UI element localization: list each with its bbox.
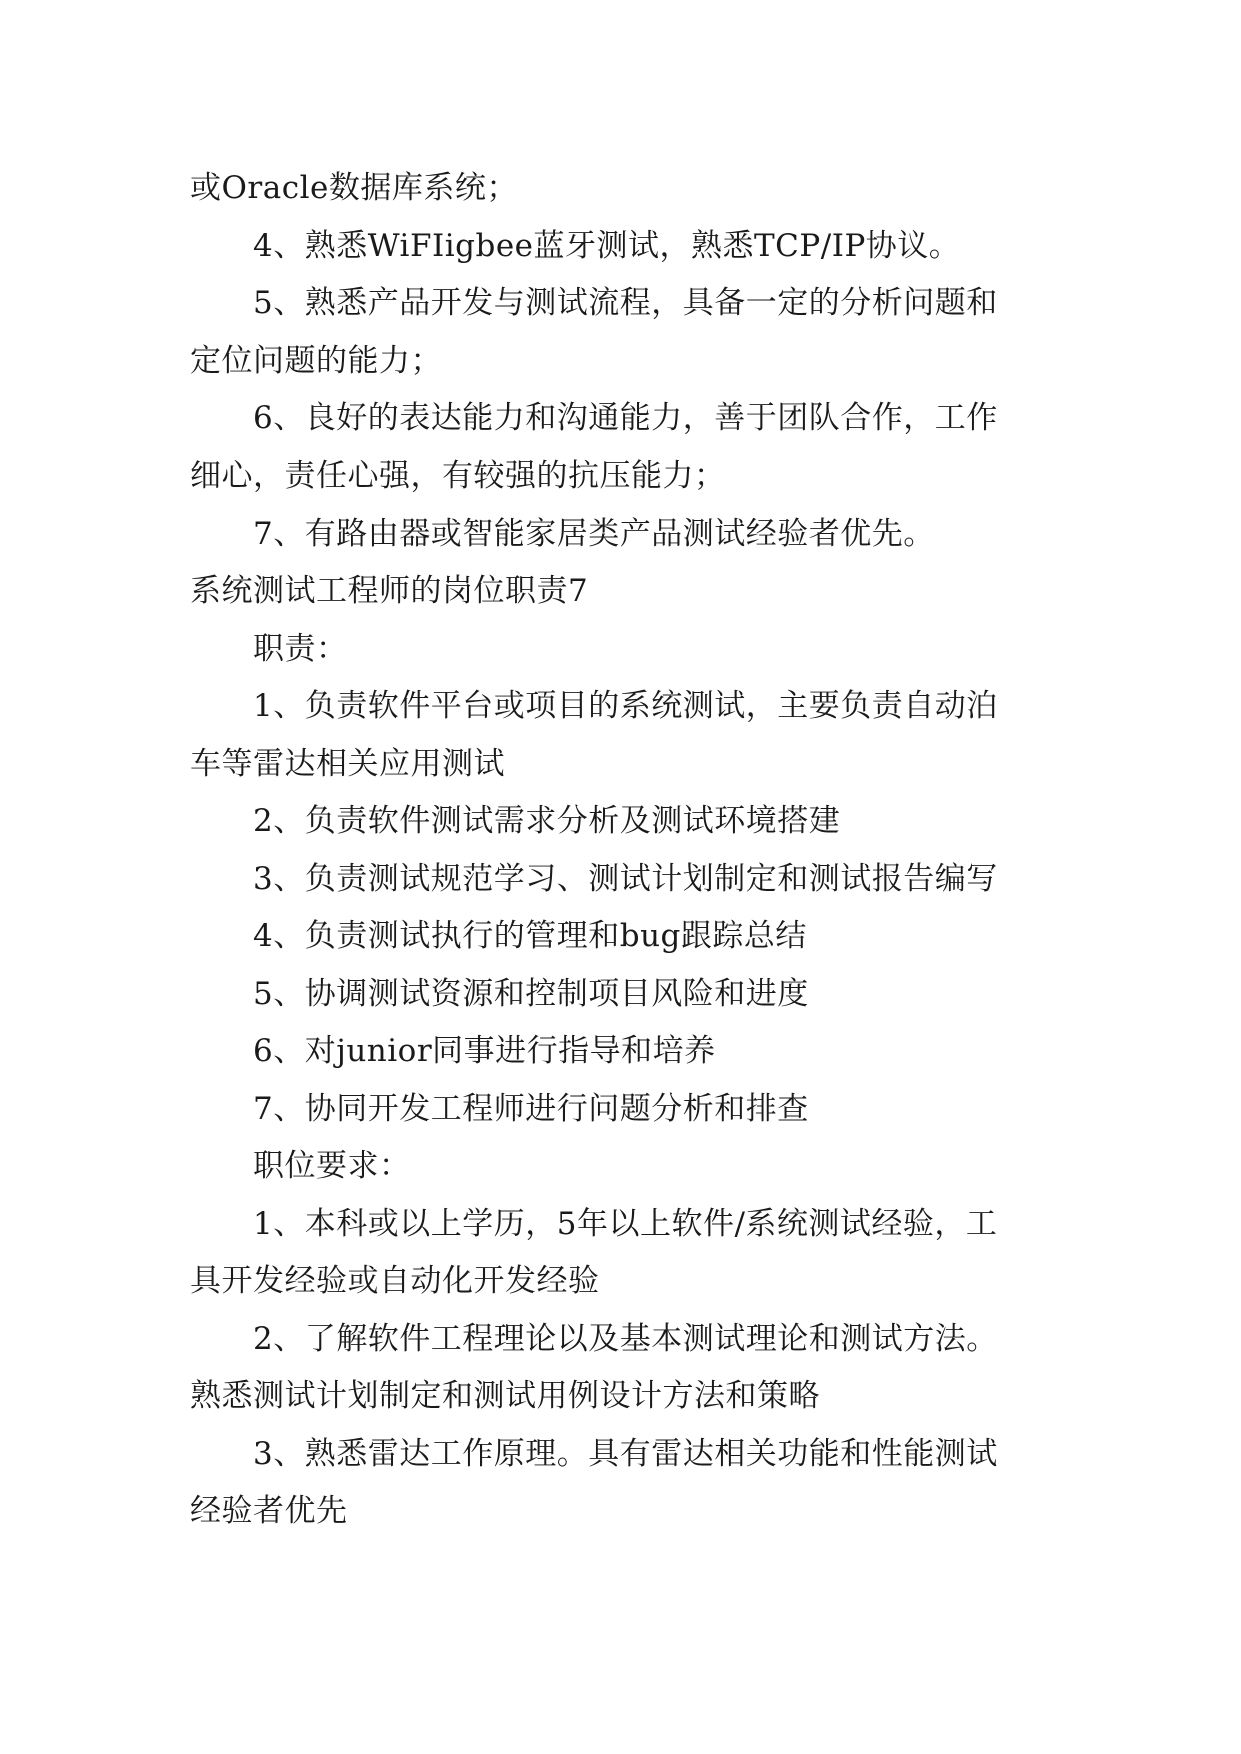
text-line: 3、熟悉雷达工作原理。具有雷达相关功能和性能测试 — [253, 1436, 998, 1472]
text-line: 或Oracle数据库系统； — [190, 170, 518, 206]
text-line: 4、熟悉WiFIigbee蓝牙测试，熟悉TCP/IP协议。 — [253, 228, 961, 264]
text-line: 经验者优先 — [190, 1493, 348, 1529]
text-line: 5、熟悉产品开发与测试流程，具备一定的分析问题和 — [253, 285, 998, 321]
text-line: 职责： — [253, 631, 348, 667]
text-line: 具开发经验或自动化开发经验 — [190, 1263, 600, 1299]
text-line: 4、负责测试执行的管理和bug跟踪总结 — [253, 918, 807, 954]
text-line: 职位要求： — [253, 1148, 411, 1184]
text-line: 5、协调测试资源和控制项目风险和进度 — [253, 976, 809, 1012]
text-line: 3、负责测试规范学习、测试计划制定和测试报告编写 — [253, 861, 998, 897]
text-line: 细心，责任心强，有较强的抗压能力； — [190, 458, 726, 494]
text-line: 6、良好的表达能力和沟通能力，善于团队合作，工作 — [253, 400, 998, 436]
text-line: 6、对junior同事进行指导和培养 — [253, 1033, 716, 1069]
text-line: 7、有路由器或智能家居类产品测试经验者优先。 — [253, 516, 935, 552]
text-line: 车等雷达相关应用测试 — [190, 746, 505, 782]
text-line: 定位问题的能力； — [190, 343, 442, 379]
text-line: 2、了解软件工程理论以及基本测试理论和测试方法。 — [253, 1321, 998, 1357]
text-line: 熟悉测试计划制定和测试用例设计方法和策略 — [190, 1378, 820, 1414]
text-line: 1、本科或以上学历，5年以上软件/系统测试经验，工 — [253, 1206, 998, 1242]
text-line: 1、负责软件平台或项目的系统测试，主要负责自动泊 — [253, 688, 998, 724]
text-line: 7、协同开发工程师进行问题分析和排查 — [253, 1091, 809, 1127]
text-line: 2、负责软件测试需求分析及测试环境搭建 — [253, 803, 841, 839]
section-heading: 系统测试工程师的岗位职责7 — [190, 573, 589, 609]
